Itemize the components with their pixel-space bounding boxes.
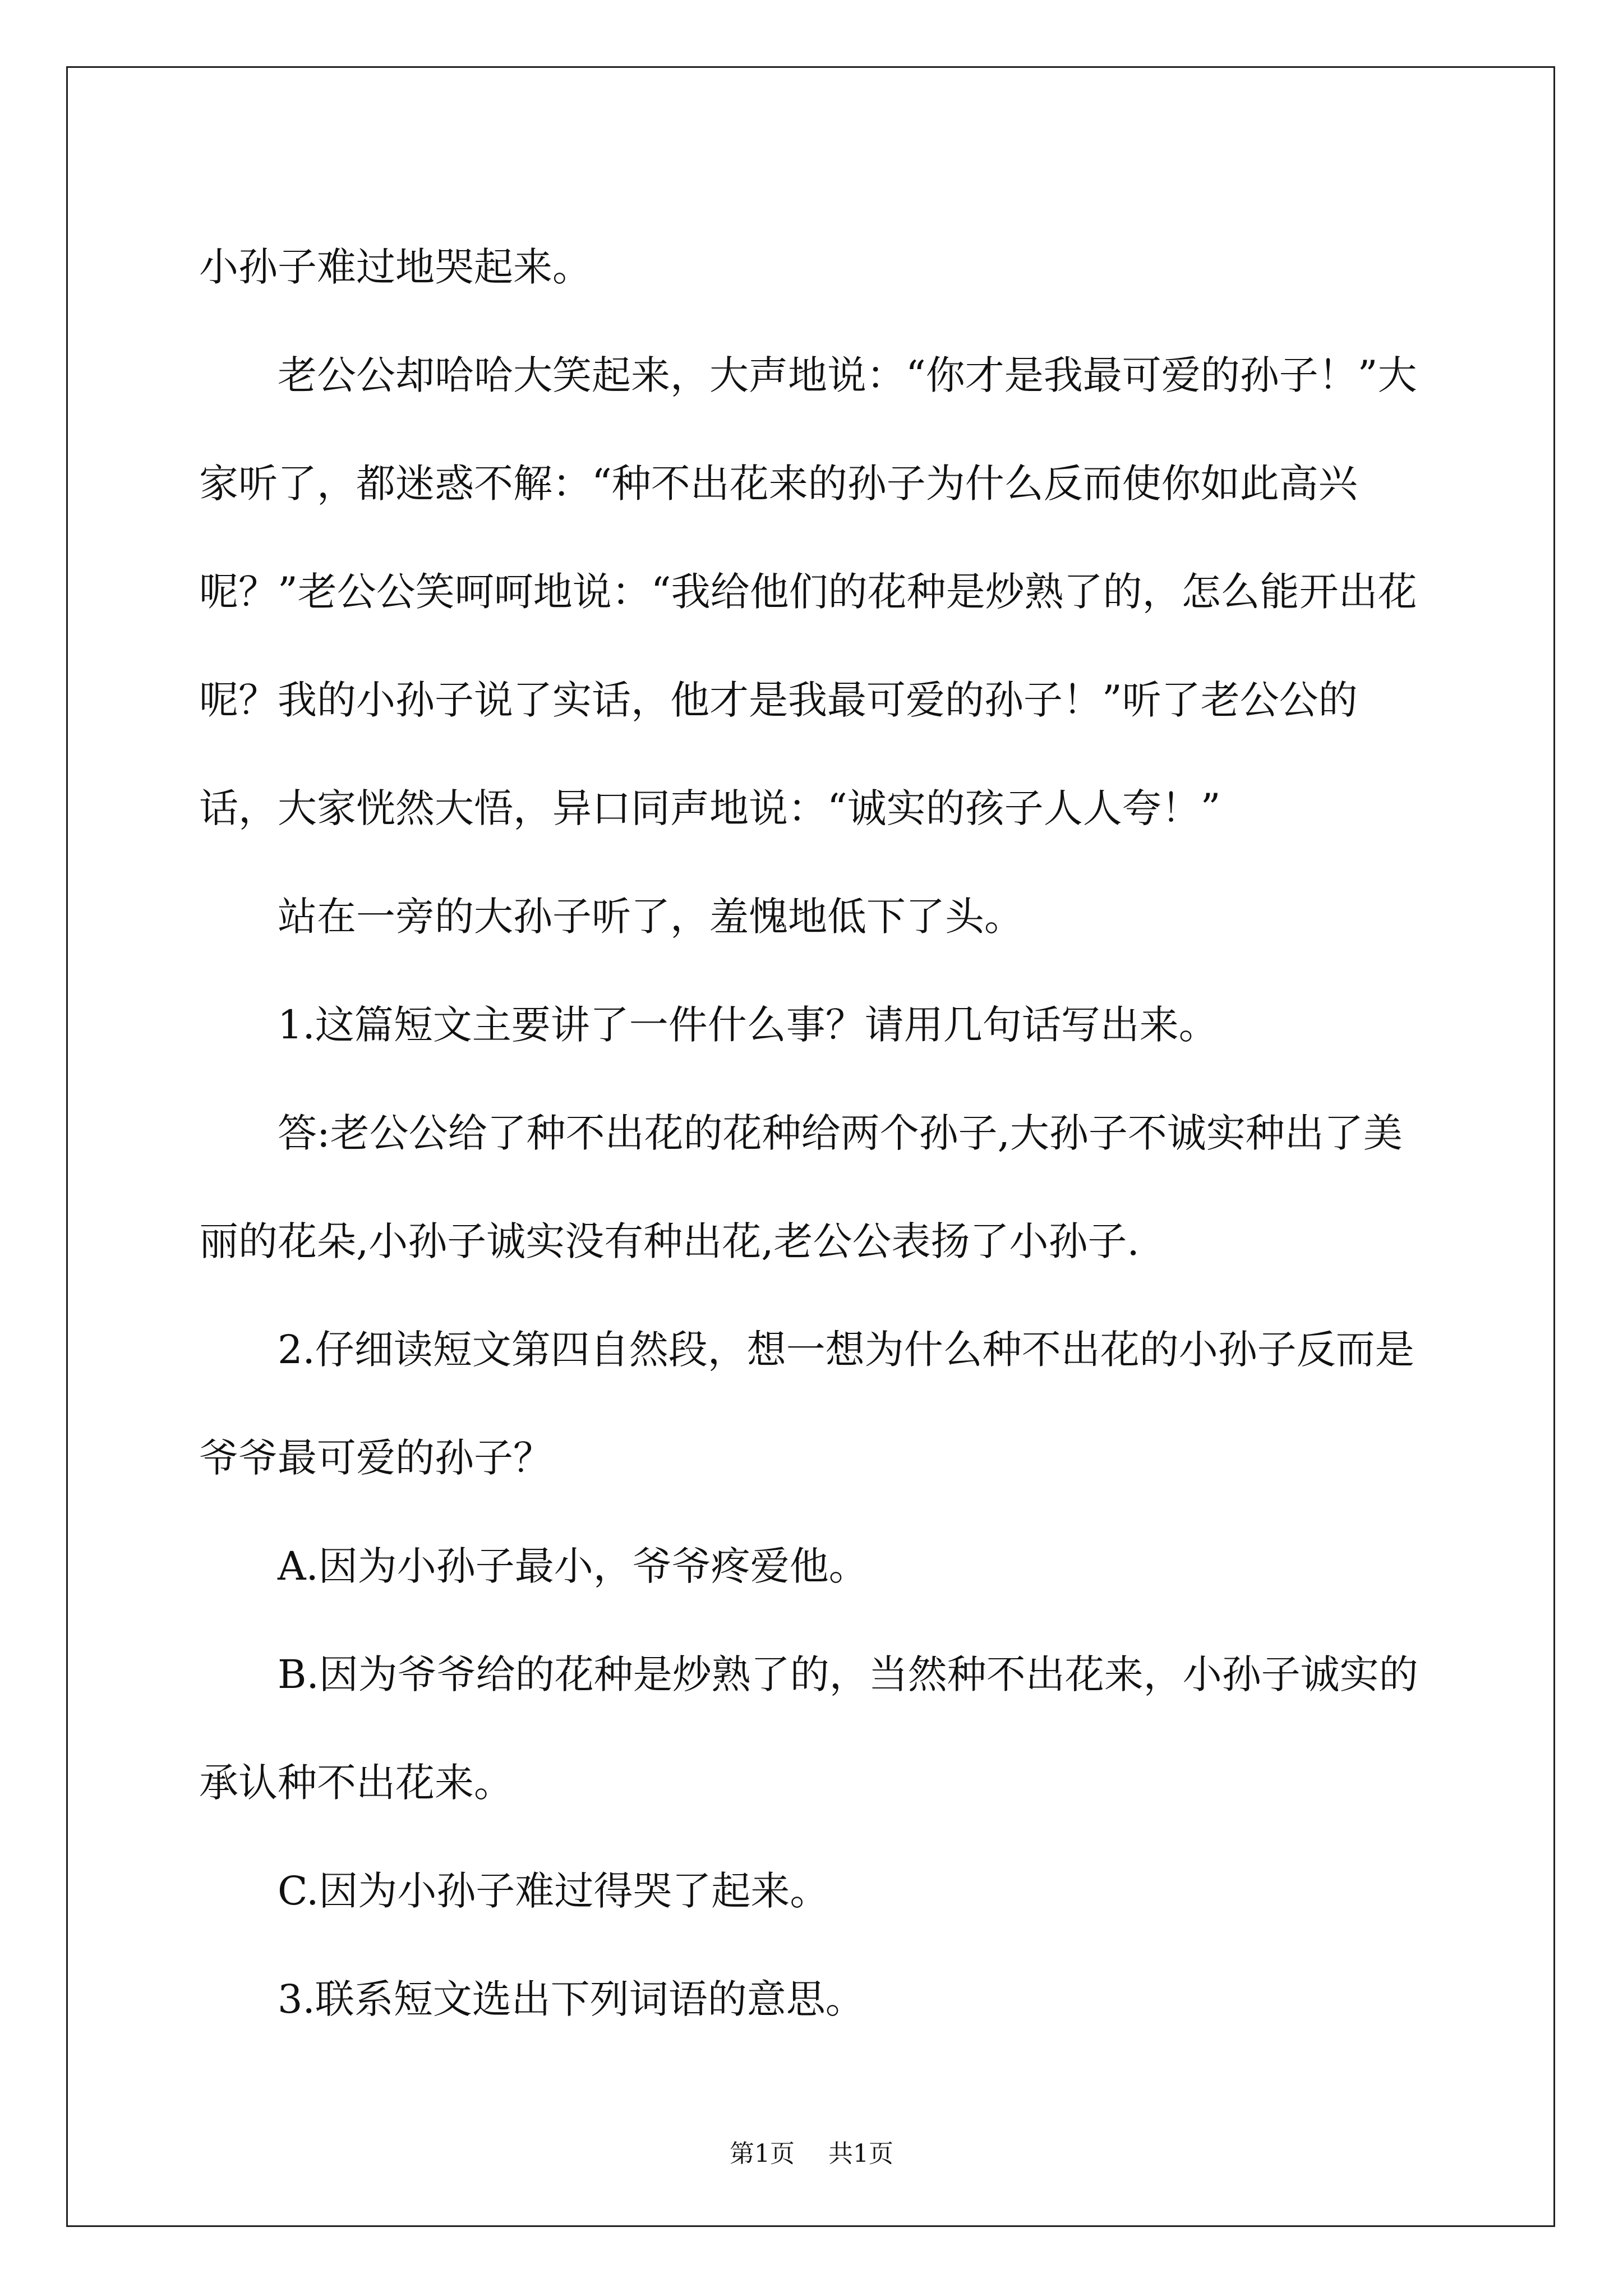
paragraph-2: 老公公却哈哈大笑起来，大声地说：“你才是我最可爱的孙子！”大家听了，都迷惑不解：“种不出花来的孙子为什么反而使你如此高兴呢？”老公公笑呵呵地说：“我给他们的花种是炒熟了的，怎么能开出花呢？我的小孙子说了实话，他才是我最可爱的孙子！”听了老公公的话，大家恍然大悟，异口同声地说：“诚实的孩子人人夸！” [199,352,1417,831]
question-3: 3.联系短文选出下列词语的意思。 [278,1976,865,2022]
question-1: 1.这篇短文主要讲了一件什么事？请用几句话写出来。 [278,1002,1218,1048]
paragraph-1: 小孙子难过地哭起来。 [199,244,592,290]
option-b: B.因为爷爷给的花种是炒熟了的，当然种不出花来，小孙子诚实的承认种不出花来。 [199,1651,1418,1806]
page-number-total: 共1页 [828,2139,893,2168]
option-a: A.因为小孙子最小，爷爷疼爱他。 [278,1543,868,1589]
option-c: C.因为小孙子难过得哭了起来。 [278,1868,829,1914]
page-number-current: 第1页 [730,2139,795,2168]
answer-1: 答:老公公给了种不出花的花种给两个孙子,大孙子不诚实种出了美丽的花朵,小孙子诚实没有种出花,老公公表扬了小孙子. [199,1110,1403,1264]
page-footer [0,2137,1623,2171]
document-body [199,213,1430,2054]
paragraph-3: 站在一旁的大孙子听了，羞愧地低下了头。 [278,894,1023,940]
question-2: 2.仔细读短文第四自然段，想一想为什么种不出花的小孙子反而是爷爷最可爱的孙子？ [199,1327,1414,1481]
